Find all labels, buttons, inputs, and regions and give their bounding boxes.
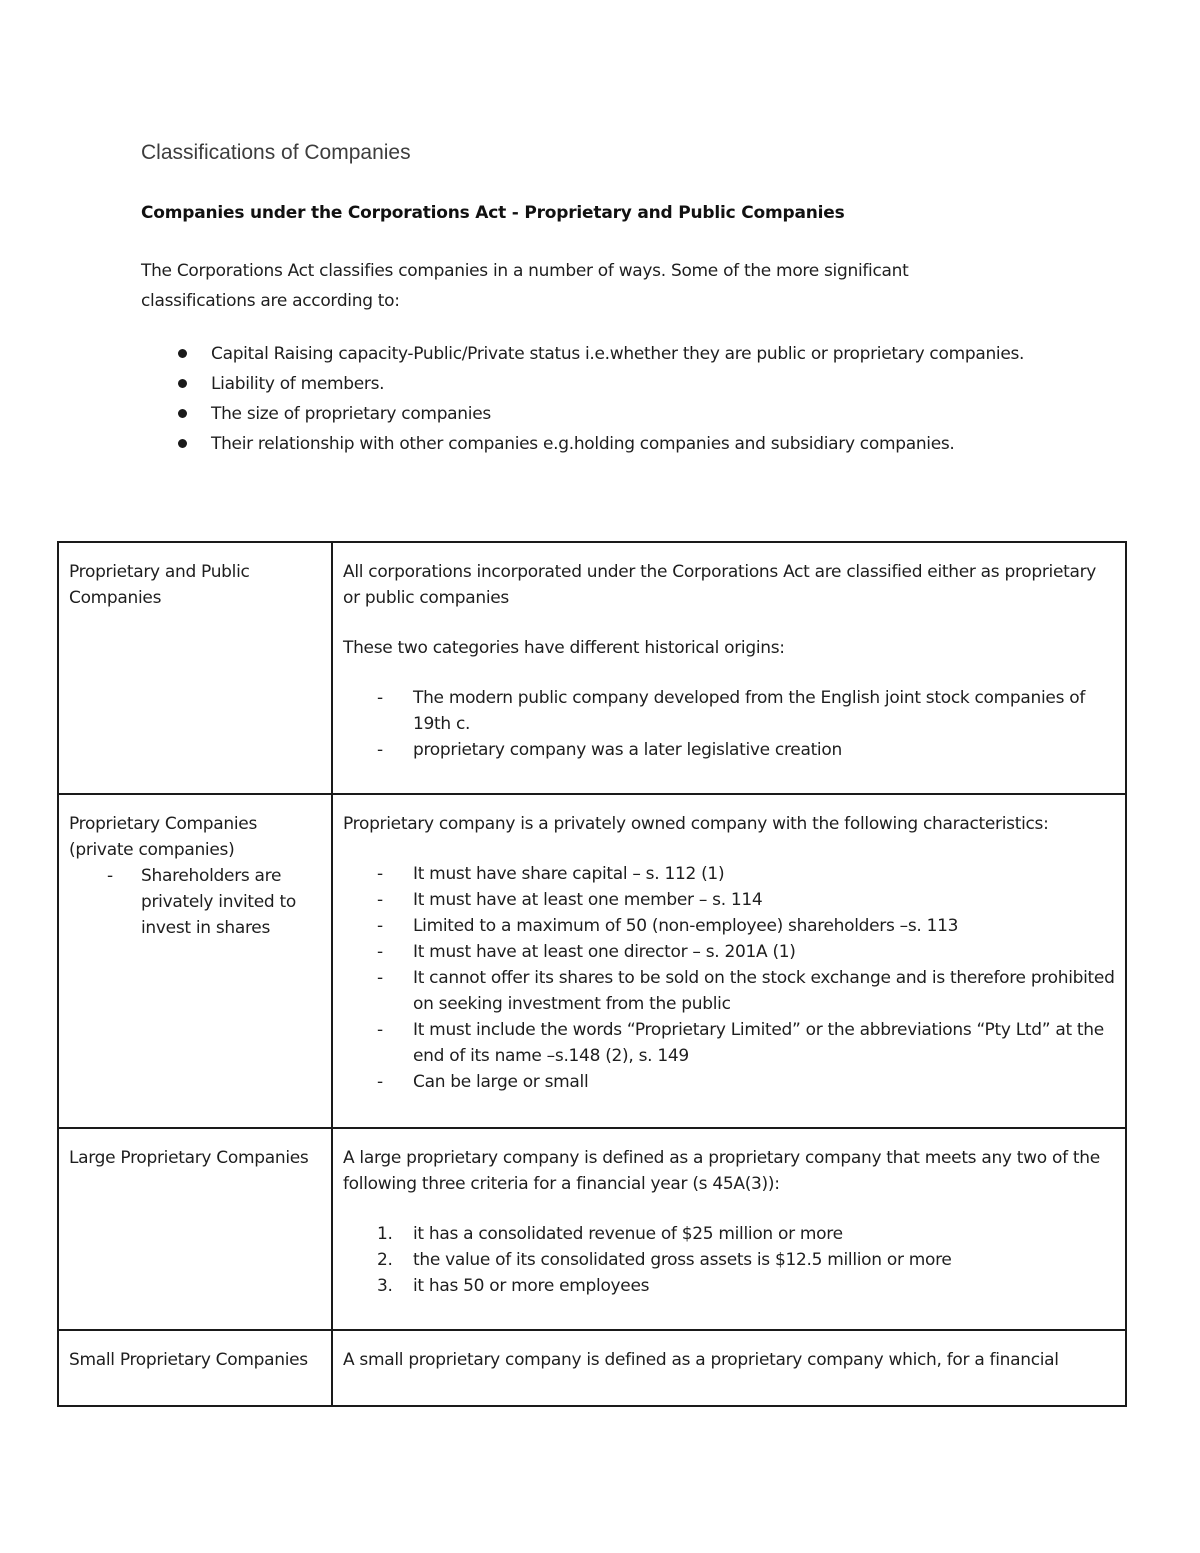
table-row [58, 1330, 1126, 1406]
row-label: Small Proprietary Companies [69, 1350, 308, 1370]
list-item: - proprietary company was a later legislative creation [377, 740, 842, 760]
list-item: - Limited to a maximum of 50 (non-employee) shareholders –s. 113 [377, 916, 959, 936]
dash-list [343, 861, 1115, 1095]
cell-paragraph: These two categories have different historical origins: [343, 638, 785, 658]
row-label-cell [58, 542, 332, 794]
list-item: - The modern public company developed from the English joint stock companies of 19th c. [377, 688, 1086, 734]
numbered-list [343, 1221, 1115, 1299]
table-row [58, 542, 1126, 794]
row-label-cell [58, 1330, 332, 1406]
row-content-cell [332, 1128, 1126, 1330]
list-item: - It must have at least one member – s. 114 [377, 890, 763, 910]
row-content-cell [332, 542, 1126, 794]
document-title: Classifications of Companies [141, 141, 411, 164]
bullet-icon [178, 439, 187, 448]
row-label: Large Proprietary Companies [69, 1148, 309, 1168]
list-item: - It must have at least one director – s. 201A (1) [377, 942, 796, 962]
dash-list [69, 863, 321, 941]
list-item: - It must include the words “Proprietary Limited” or the abbreviations “Pty Ltd” at the end of its name –s.148 (2), s. 149 [377, 1020, 1104, 1066]
bullet-icon [178, 349, 187, 358]
row-label: Proprietary and Public Companies [69, 562, 250, 608]
list-item: Capital Raising capacity-Public/Private status i.e.whether they are public or proprietary companies. [141, 339, 1041, 369]
row-content-cell [332, 1330, 1126, 1406]
list-item: - Shareholders are privately invited to invest in shares [107, 866, 296, 938]
bullet-icon [178, 379, 187, 388]
bullet-icon [178, 409, 187, 418]
row-label-cell [58, 794, 332, 1128]
list-item: 2. the value of its consolidated gross assets is $12.5 million or more [377, 1250, 952, 1270]
list-item: The size of proprietary companies [141, 399, 1041, 429]
dash-list [343, 685, 1115, 763]
row-label-cell [58, 1128, 332, 1330]
table-row [58, 1128, 1126, 1330]
cell-paragraph: All corporations incorporated under the Corporations Act are classified either as proprietary or public companies [343, 562, 1097, 608]
list-item: 3. it has 50 or more employees [377, 1276, 650, 1296]
cell-paragraph: Proprietary company is a privately owned company with the following characteristics: [343, 814, 1049, 834]
list-item: Liability of members. [141, 369, 1041, 399]
section-heading: Companies under the Corporations Act - Proprietary and Public Companies [141, 203, 845, 223]
list-item: 1. it has a consolidated revenue of $25 million or more [377, 1224, 843, 1244]
list-item: Their relationship with other companies e.g.holding companies and subsidiary companies. [141, 429, 1041, 459]
row-content-cell [332, 794, 1126, 1128]
list-item: - It must have share capital – s. 112 (1) [377, 864, 725, 884]
classification-table [57, 541, 1127, 1407]
cell-paragraph: A large proprietary company is defined as a proprietary company that meets any two of the following three criteria for a financial year (s 45A(3)): [343, 1148, 1100, 1194]
intro-paragraph: The Corporations Act classifies companies in a number of ways. Some of the more significant classifications are according to: [141, 261, 909, 311]
list-item: - It cannot offer its shares to be sold on the stock exchange and is therefore prohibited on seeking investment from the public [377, 968, 1115, 1014]
cell-paragraph: A small proprietary company is defined as a proprietary company which, for a financial [343, 1350, 1059, 1370]
row-label: Proprietary Companies (private companies) [69, 814, 258, 860]
list-item: - Can be large or small [377, 1072, 589, 1092]
table-row [58, 794, 1126, 1128]
classification-list [141, 339, 1041, 459]
